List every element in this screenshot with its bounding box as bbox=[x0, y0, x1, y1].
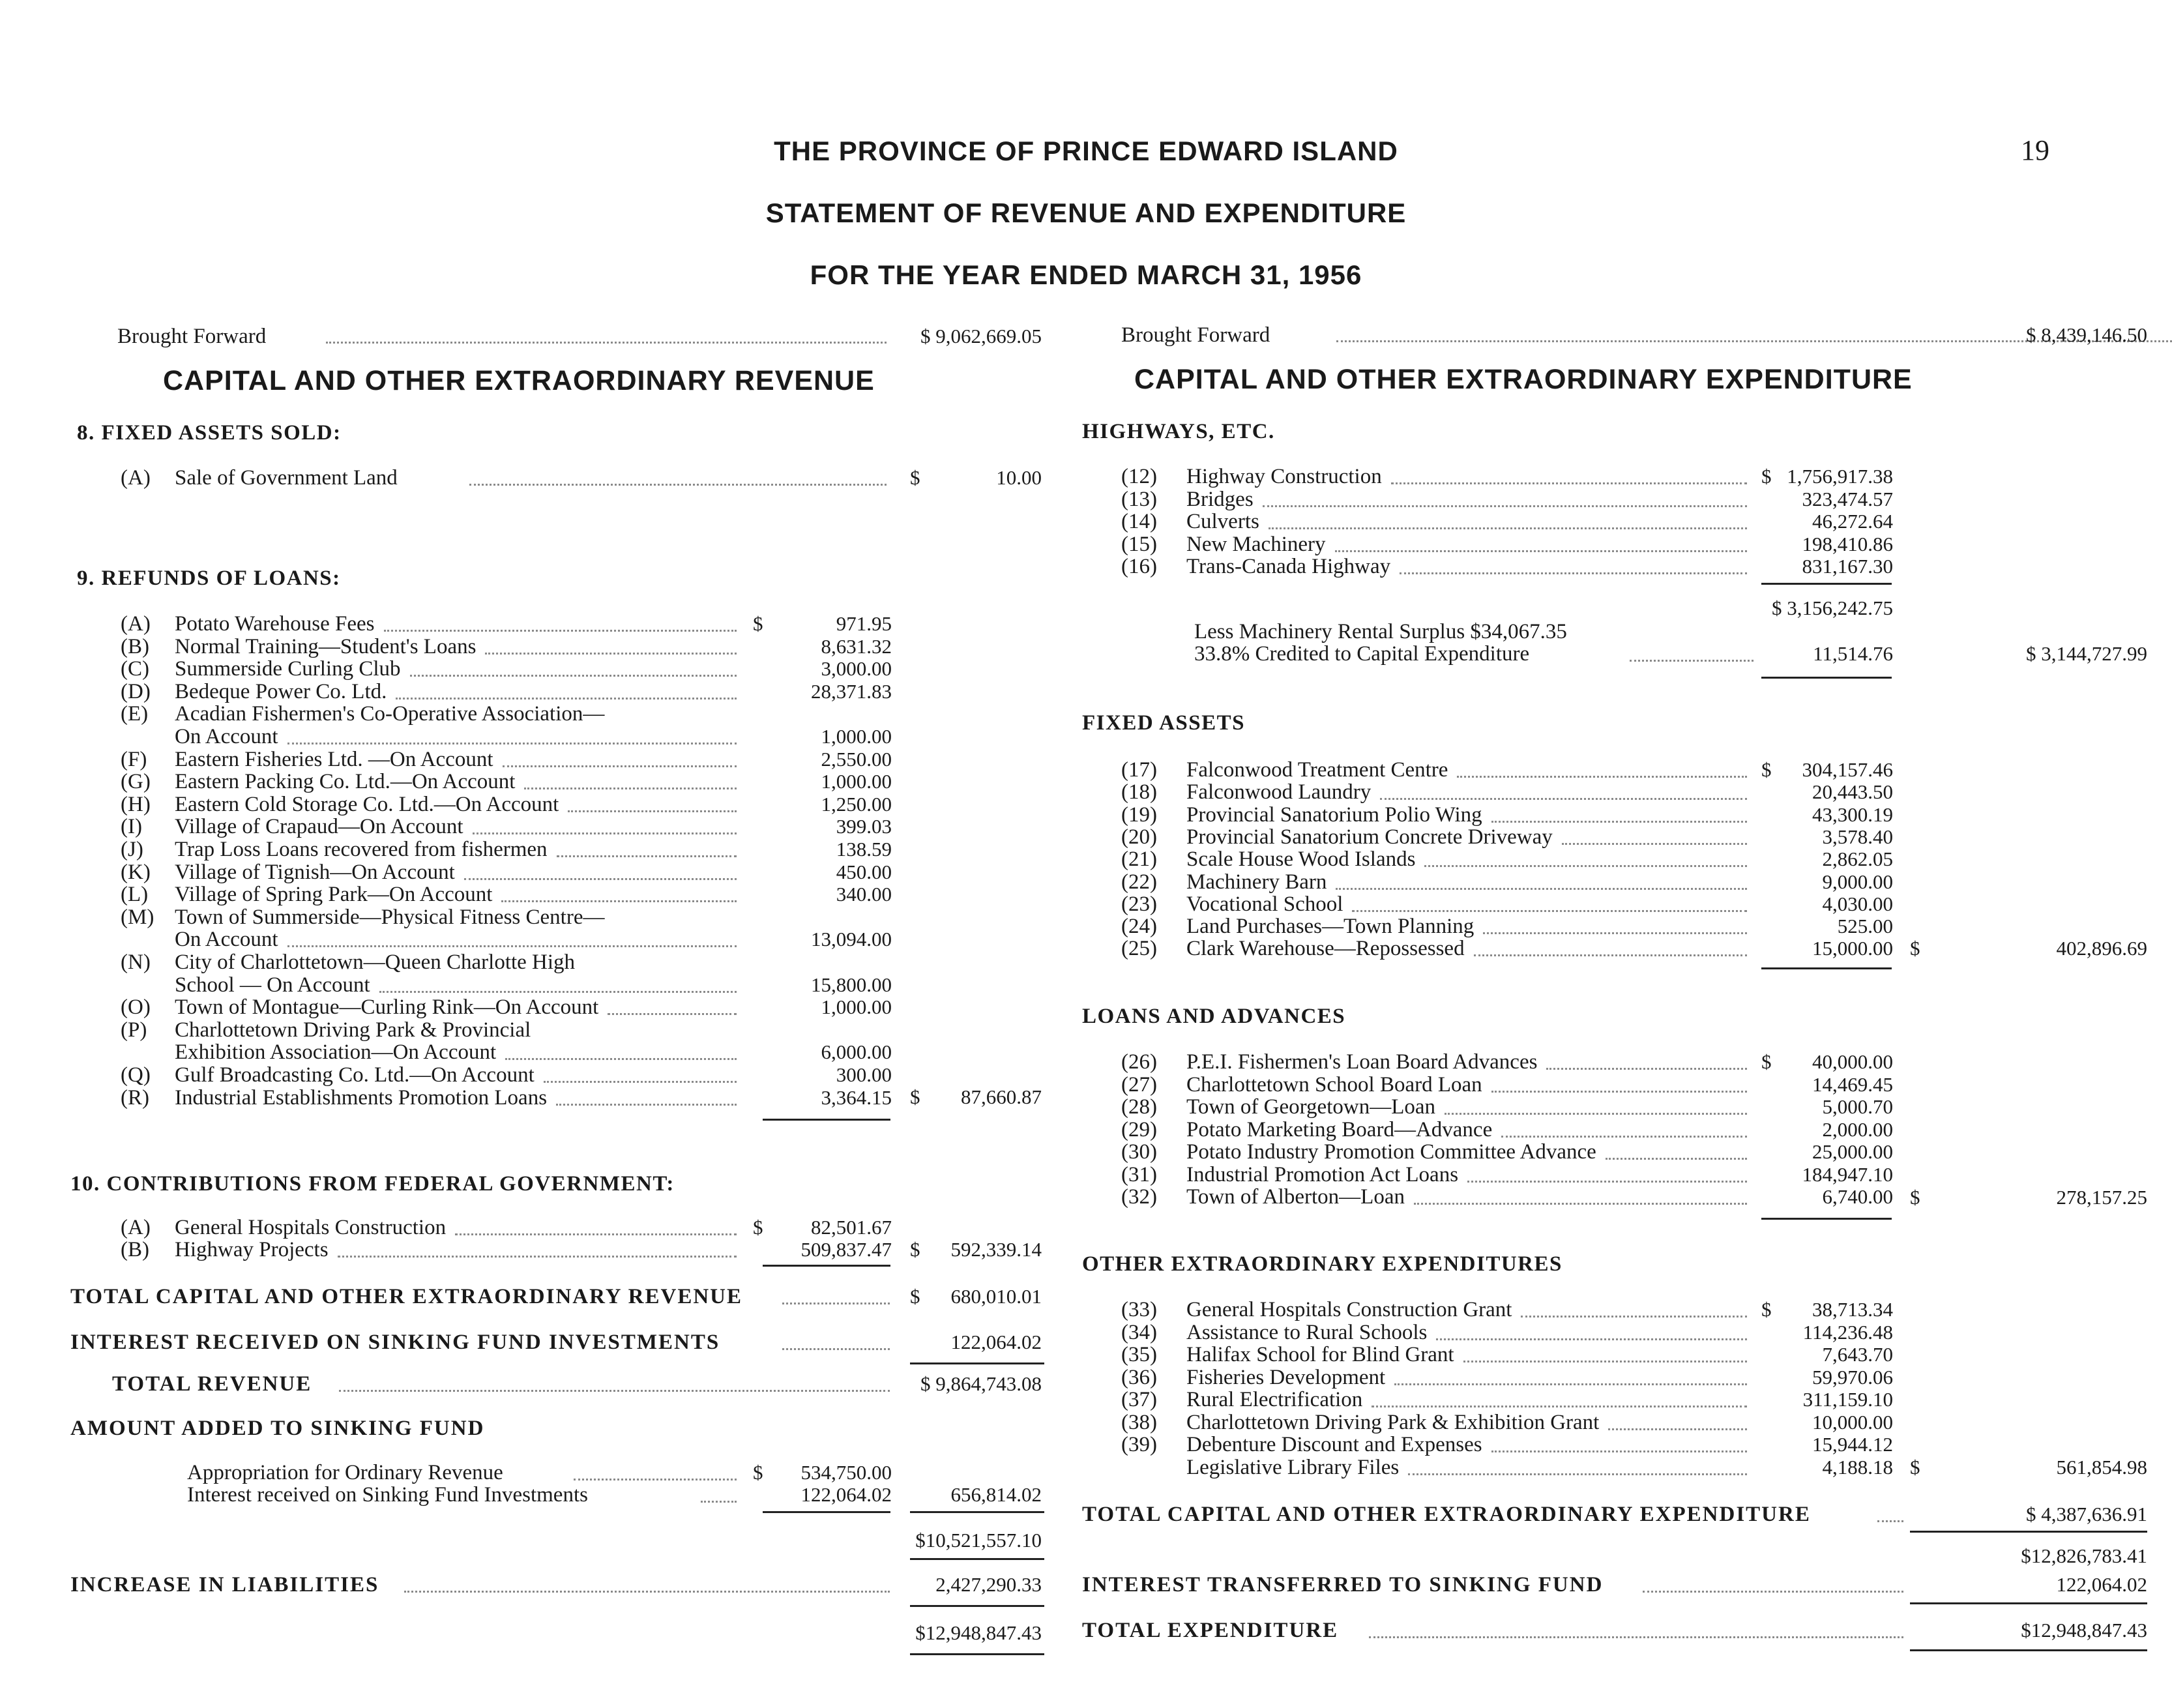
year-title: FOR THE YEAR ENDED MARCH 31, 1956 bbox=[810, 259, 1362, 290]
item-amount: 82,501.67 bbox=[811, 1216, 892, 1239]
item-code: (J) bbox=[121, 838, 143, 861]
item-amount: 9,000.00 bbox=[1822, 870, 1893, 893]
item-label: Legislative Library Files bbox=[1186, 1455, 1400, 1479]
leader bbox=[557, 855, 737, 857]
leader bbox=[568, 810, 737, 812]
item-code: (M) bbox=[121, 905, 154, 929]
leader bbox=[379, 991, 737, 993]
leader bbox=[1606, 1158, 1747, 1160]
leader bbox=[1394, 1383, 1747, 1385]
item-code: (28) bbox=[1121, 1095, 1157, 1119]
item-label: On Account bbox=[175, 928, 278, 952]
leader bbox=[501, 900, 737, 902]
leader bbox=[1501, 1136, 1747, 1138]
item-amount: 3,364.15 bbox=[821, 1085, 892, 1109]
item-code: (38) bbox=[1121, 1410, 1157, 1434]
leader bbox=[410, 675, 737, 677]
item-label: Culverts bbox=[1186, 510, 1259, 533]
item-code: (20) bbox=[1121, 825, 1157, 849]
item-amount: 7,643.70 bbox=[1822, 1343, 1893, 1366]
total-capital-revenue-amount: 680,010.01 bbox=[950, 1285, 1042, 1308]
leader bbox=[524, 788, 737, 789]
leader bbox=[1369, 1636, 1903, 1638]
leader bbox=[1400, 572, 1747, 574]
leader bbox=[1491, 1450, 1747, 1452]
item-amount: 10,000.00 bbox=[1812, 1410, 1893, 1434]
item-amount: 3,578.40 bbox=[1822, 825, 1893, 848]
item-amount: 198,410.86 bbox=[1802, 532, 1893, 555]
item-code: (R) bbox=[121, 1085, 149, 1110]
item-amount: 340.00 bbox=[836, 883, 892, 906]
leader bbox=[1269, 527, 1747, 529]
item-label: Summerside Curling Club bbox=[175, 657, 401, 681]
loans-total: 278,157.25 bbox=[2056, 1186, 2147, 1209]
item-code: (35) bbox=[1121, 1343, 1157, 1366]
expenditure-section-title: CAPITAL AND OTHER EXTRAORDINARY EXPENDITURE bbox=[1134, 364, 1913, 395]
item-code: (B) bbox=[121, 1238, 149, 1261]
item-label: Town of Summerside—Physical Fitness Centre— bbox=[175, 905, 605, 929]
appropriation-amount: 534,750.00 bbox=[800, 1461, 892, 1484]
total-capital-expenditure-label: TOTAL CAPITAL AND OTHER EXTRAORDINARY EXPENDITURE bbox=[1082, 1503, 1811, 1526]
item-label: Normal Training—Student's Loans bbox=[175, 634, 477, 658]
leader bbox=[1391, 482, 1747, 484]
leader bbox=[1463, 1361, 1747, 1362]
item-amount: 13,094.00 bbox=[811, 928, 892, 951]
item-code: (13) bbox=[1121, 487, 1157, 511]
dollar-sign: $ bbox=[910, 1085, 920, 1108]
total-revenue-label: TOTAL REVENUE bbox=[112, 1372, 312, 1396]
item-label: Charlottetown School Board Loan bbox=[1186, 1072, 1482, 1097]
dollar-sign: $ bbox=[1910, 1186, 1920, 1209]
item-amount: 2,000.00 bbox=[1822, 1117, 1893, 1141]
item-label: Highway Construction bbox=[1186, 465, 1382, 488]
federal-contributions-heading: 10. CONTRIBUTIONS FROM FEDERAL GOVERNMENT: bbox=[70, 1172, 675, 1196]
rule bbox=[910, 1362, 1044, 1364]
item-label: Eastern Fisheries Ltd. —On Account bbox=[175, 747, 493, 771]
other-expenditures-heading: OTHER EXTRAORDINARY EXPENDITURES bbox=[1082, 1252, 1563, 1276]
item-amount: 138.59 bbox=[836, 838, 892, 861]
expenditure-subtotal: $12,826,783.41 bbox=[2021, 1544, 2147, 1567]
item-amount: 10.00 bbox=[996, 466, 1042, 489]
item-label: General Hospitals Construction bbox=[175, 1216, 447, 1239]
rule bbox=[910, 1558, 1044, 1560]
item-amount: 14,469.45 bbox=[1812, 1072, 1893, 1096]
rule bbox=[910, 1511, 1044, 1513]
item-label: Provincial Sanatorium Polio Wing bbox=[1186, 802, 1482, 827]
item-code: (37) bbox=[1121, 1388, 1157, 1411]
total-expenditure-label: TOTAL EXPENDITURE bbox=[1082, 1619, 1339, 1642]
leader bbox=[338, 1256, 737, 1258]
item-amount: 300.00 bbox=[836, 1063, 892, 1086]
item-amount: 184,947.10 bbox=[1802, 1162, 1893, 1186]
rule bbox=[1761, 583, 1892, 585]
leader bbox=[544, 1081, 737, 1083]
leader bbox=[455, 1233, 737, 1235]
item-label: Falconwood Laundry bbox=[1186, 780, 1372, 804]
item-code: (17) bbox=[1121, 758, 1157, 782]
item-label: City of Charlottetown—Queen Charlotte High bbox=[175, 950, 576, 974]
item-code: (Q) bbox=[121, 1063, 151, 1087]
interest-transferred-label: INTEREST TRANSFERRED TO SINKING FUND bbox=[1082, 1573, 1604, 1597]
item-amount: 43,300.19 bbox=[1812, 802, 1893, 826]
leader bbox=[1491, 821, 1747, 823]
item-amount: 323,474.57 bbox=[1802, 487, 1893, 510]
leader bbox=[473, 832, 737, 834]
item-code: (16) bbox=[1121, 555, 1157, 578]
rule bbox=[1761, 677, 1892, 679]
item-label: Town of Alberton—Loan bbox=[1186, 1185, 1405, 1209]
item-code: (26) bbox=[1121, 1050, 1157, 1074]
item-code: (O) bbox=[121, 995, 151, 1020]
item-amount: 525.00 bbox=[1837, 915, 1893, 938]
item-label: Town of Georgetown—Loan bbox=[1186, 1095, 1435, 1119]
dollar-sign: $ bbox=[910, 1238, 920, 1261]
leader bbox=[396, 698, 737, 699]
item-label: Falconwood Treatment Centre bbox=[1186, 758, 1448, 782]
item-code: (C) bbox=[121, 657, 149, 681]
rental-surplus-line: Less Machinery Rental Surplus $34,067.35 bbox=[1194, 620, 1567, 643]
brought-forward-label: Brought Forward bbox=[1121, 323, 1270, 347]
rule bbox=[1761, 1218, 1892, 1220]
item-label: Bridges bbox=[1186, 487, 1254, 511]
revenue-grand-total: $12,948,847.43 bbox=[915, 1621, 1042, 1644]
item-label: Potato Industry Promotion Committee Advance bbox=[1186, 1140, 1596, 1164]
leader bbox=[1630, 660, 1754, 662]
item-amount: 1,000.00 bbox=[821, 770, 892, 793]
rule bbox=[763, 1119, 890, 1121]
leader bbox=[339, 1390, 890, 1392]
item-amount: 15,800.00 bbox=[811, 973, 892, 996]
item-code: (29) bbox=[1121, 1117, 1157, 1141]
item-amount: 40,000.00 bbox=[1812, 1050, 1893, 1073]
leader bbox=[1877, 1520, 1903, 1522]
leader bbox=[326, 342, 887, 344]
leader bbox=[574, 1479, 737, 1480]
rule bbox=[1910, 1531, 2147, 1533]
total-expenditure-amount: $12,948,847.43 bbox=[2021, 1619, 2147, 1642]
item-label: Rural Electrification bbox=[1186, 1388, 1363, 1411]
leader bbox=[608, 1013, 737, 1015]
item-code: (30) bbox=[1121, 1140, 1157, 1164]
total-capital-revenue-label: TOTAL CAPITAL AND OTHER EXTRAORDINARY REVENUE bbox=[70, 1285, 743, 1308]
leader bbox=[1546, 1068, 1747, 1070]
item-label: On Account bbox=[175, 725, 278, 748]
item-label: Sale of Government Land bbox=[175, 466, 398, 490]
item-code: (18) bbox=[1121, 780, 1157, 804]
province-title: THE PROVINCE OF PRINCE EDWARD ISLAND bbox=[774, 136, 1398, 166]
item-label: Fisheries Development bbox=[1186, 1365, 1386, 1389]
item-code: (19) bbox=[1121, 802, 1157, 827]
leader bbox=[1436, 1338, 1747, 1340]
leader bbox=[782, 1348, 890, 1350]
highways-subtotal: $ 3,156,242.75 bbox=[1772, 596, 1893, 619]
item-label: Scale House Wood Islands bbox=[1186, 847, 1416, 872]
total-capital-expenditure-amount: $ 4,387,636.91 bbox=[2026, 1503, 2147, 1525]
brought-forward-amount: $ 8,439,146.50 bbox=[2026, 323, 2147, 346]
item-code: (E) bbox=[121, 702, 149, 726]
item-label: Trap Loss Loans recovered from fishermen bbox=[175, 838, 548, 861]
leader bbox=[1467, 1181, 1747, 1183]
dollar-sign: $ bbox=[1761, 465, 1772, 488]
leader bbox=[1424, 865, 1747, 867]
leader bbox=[1335, 550, 1747, 552]
sinking-fund-label: AMOUNT ADDED TO SINKING FUND bbox=[70, 1417, 485, 1440]
leader bbox=[485, 653, 737, 655]
item-label: Halifax School for Blind Grant bbox=[1186, 1343, 1454, 1366]
highways-total: $ 3,144,727.99 bbox=[2026, 642, 2147, 665]
item-code: (32) bbox=[1121, 1185, 1157, 1209]
item-label: Bedeque Power Co. Ltd. bbox=[175, 679, 387, 703]
leader bbox=[1491, 1091, 1747, 1093]
leader bbox=[505, 1058, 737, 1060]
item-amount: 5,000.70 bbox=[1822, 1095, 1893, 1118]
item-label: School — On Account bbox=[175, 973, 370, 997]
item-code: (I) bbox=[121, 815, 142, 839]
item-amount: 15,000.00 bbox=[1812, 937, 1893, 960]
item-amount: 2,550.00 bbox=[821, 747, 892, 771]
item-label: Debenture Discount and Expenses bbox=[1186, 1433, 1482, 1456]
item-label: Provincial Sanatorium Concrete Driveway bbox=[1186, 825, 1553, 849]
brought-forward-label: Brought Forward bbox=[117, 325, 267, 348]
item-code: (A) bbox=[121, 1216, 151, 1239]
item-amount: 1,000.00 bbox=[821, 725, 892, 748]
item-code: (21) bbox=[1121, 847, 1157, 872]
item-label: Clark Warehouse—Repossessed bbox=[1186, 937, 1465, 961]
item-code: (H) bbox=[121, 792, 151, 816]
liabilities-label: INCREASE IN LIABILITIES bbox=[70, 1573, 379, 1597]
revenue-section-title: CAPITAL AND OTHER EXTRAORDINARY REVENUE bbox=[163, 365, 875, 396]
item-code: (14) bbox=[1121, 510, 1157, 533]
leader bbox=[1380, 798, 1747, 800]
rule bbox=[1910, 1649, 2147, 1651]
leader bbox=[701, 1501, 737, 1503]
dollar-sign: $ bbox=[1910, 937, 1920, 960]
rule bbox=[763, 1265, 890, 1267]
item-label: Eastern Cold Storage Co. Ltd.—On Account bbox=[175, 792, 559, 816]
leader bbox=[287, 945, 737, 947]
leader bbox=[1608, 1428, 1747, 1430]
item-code: (24) bbox=[1121, 915, 1157, 939]
item-code: (34) bbox=[1121, 1320, 1157, 1344]
item-amount: 38,713.34 bbox=[1812, 1298, 1893, 1321]
item-amount: 4,030.00 bbox=[1822, 892, 1893, 915]
item-label: Industrial Establishments Promotion Loans bbox=[175, 1085, 548, 1110]
item-amount: 1,000.00 bbox=[821, 995, 892, 1019]
item-label: Gulf Broadcasting Co. Ltd.—On Account bbox=[175, 1063, 535, 1087]
leader bbox=[1352, 910, 1747, 912]
item-code: (23) bbox=[1121, 892, 1157, 916]
item-code: (12) bbox=[1121, 465, 1157, 488]
item-amount: 1,250.00 bbox=[821, 792, 892, 816]
item-label: Charlottetown Driving Park & Provincial bbox=[175, 1018, 531, 1042]
fixed-assets-sold-heading: 8. FIXED ASSETS SOLD: bbox=[77, 421, 342, 445]
page-number: 19 bbox=[2021, 134, 2049, 166]
item-label: Potato Warehouse Fees bbox=[175, 612, 375, 636]
item-label: Highway Projects bbox=[175, 1238, 329, 1261]
item-amount: 6,740.00 bbox=[1822, 1185, 1893, 1208]
rule bbox=[910, 1605, 1044, 1607]
item-amount: 1,756,917.38 bbox=[1787, 465, 1893, 488]
item-amount: 15,944.12 bbox=[1812, 1433, 1893, 1456]
item-label: New Machinery bbox=[1186, 532, 1326, 556]
item-code: (G) bbox=[121, 770, 151, 794]
total-revenue-amount: $ 9,864,743.08 bbox=[920, 1372, 1042, 1395]
leader bbox=[782, 1303, 890, 1304]
interest-received-label: INTEREST RECEIVED ON SINKING FUND INVESTMENTS bbox=[70, 1331, 720, 1354]
dollar-sign: $ bbox=[753, 1216, 763, 1239]
item-amount: 46,272.64 bbox=[1812, 510, 1893, 533]
leader bbox=[464, 878, 737, 880]
item-code: (22) bbox=[1121, 870, 1157, 894]
credited-line: 33.8% Credited to Capital Expenditure bbox=[1194, 642, 1530, 666]
dollar-sign: $ bbox=[1761, 1298, 1772, 1321]
statement-title: STATEMENT OF REVENUE AND EXPENDITURE bbox=[765, 198, 1407, 228]
item-code: (K) bbox=[121, 860, 151, 884]
leader bbox=[1474, 954, 1747, 956]
item-label: Charlottetown Driving Park & Exhibition Grant bbox=[1186, 1410, 1600, 1434]
fixed-assets-heading: FIXED ASSETS bbox=[1082, 711, 1246, 735]
item-amount: 399.03 bbox=[836, 815, 892, 838]
item-label: Industrial Promotion Act Loans bbox=[1186, 1162, 1459, 1186]
loans-heading: LOANS AND ADVANCES bbox=[1082, 1005, 1346, 1028]
item-label: Land Purchases—Town Planning bbox=[1186, 915, 1475, 939]
item-code: (31) bbox=[1121, 1162, 1157, 1186]
revenue-subtotal: $10,521,557.10 bbox=[915, 1529, 1042, 1552]
leader bbox=[469, 484, 887, 486]
item-code: (A) bbox=[121, 612, 151, 636]
leader bbox=[404, 1591, 890, 1593]
leader bbox=[287, 743, 737, 744]
item-label: Exhibition Association—On Account bbox=[175, 1040, 497, 1065]
interest-sinking-amount: 122,064.02 bbox=[800, 1483, 892, 1506]
other-total: 561,854.98 bbox=[2056, 1456, 2147, 1479]
dollar-sign: $ bbox=[910, 466, 920, 489]
item-amount: 450.00 bbox=[836, 860, 892, 883]
item-code: (F) bbox=[121, 747, 147, 771]
rule bbox=[1761, 967, 1892, 969]
item-amount: 8,631.32 bbox=[821, 634, 892, 658]
item-amount: 3,000.00 bbox=[821, 657, 892, 681]
item-label: Acadian Fishermen's Co-Operative Association— bbox=[175, 702, 605, 726]
dollar-sign: $ bbox=[753, 612, 763, 635]
item-label: Trans-Canada Highway bbox=[1186, 555, 1391, 578]
rule bbox=[910, 1653, 1044, 1655]
dollar-sign: $ bbox=[1761, 758, 1772, 781]
item-label: Village of Crapaud—On Account bbox=[175, 815, 463, 839]
leader bbox=[1336, 888, 1747, 890]
interest-received-amount: 122,064.02 bbox=[950, 1331, 1042, 1353]
federal-total: 592,339.14 bbox=[950, 1238, 1042, 1261]
item-amount: 6,000.00 bbox=[821, 1040, 892, 1064]
item-amount: 25,000.00 bbox=[1812, 1140, 1893, 1163]
leader bbox=[556, 1104, 737, 1106]
item-amount: 831,167.30 bbox=[1802, 555, 1893, 578]
item-code: (15) bbox=[1121, 532, 1157, 556]
item-label: Village of Tignish—On Account bbox=[175, 860, 455, 884]
leader bbox=[384, 630, 737, 632]
item-amount: 28,371.83 bbox=[811, 679, 892, 703]
fixed-assets-total: 402,896.69 bbox=[2056, 937, 2147, 960]
leader bbox=[1457, 776, 1747, 778]
item-label: Eastern Packing Co. Ltd.—On Account bbox=[175, 770, 516, 794]
item-amount: 20,443.50 bbox=[1812, 780, 1893, 804]
brought-forward-amount: $ 9,062,669.05 bbox=[920, 325, 1042, 347]
item-label: Machinery Barn bbox=[1186, 870, 1327, 894]
item-code: (27) bbox=[1121, 1072, 1157, 1097]
item-amount: 114,236.48 bbox=[1802, 1320, 1893, 1344]
item-amount: 2,862.05 bbox=[1822, 847, 1893, 871]
item-code: (B) bbox=[121, 634, 149, 658]
leader bbox=[1414, 1203, 1747, 1205]
leader bbox=[1562, 843, 1747, 845]
item-code: (33) bbox=[1121, 1298, 1157, 1321]
item-code: (39) bbox=[1121, 1433, 1157, 1456]
item-amount: 311,159.10 bbox=[1802, 1388, 1893, 1411]
item-amount: 59,970.06 bbox=[1812, 1365, 1893, 1389]
leader bbox=[1408, 1473, 1747, 1475]
leader bbox=[503, 765, 737, 767]
liabilities-amount: 2,427,290.33 bbox=[935, 1573, 1042, 1596]
item-amount: 509,837.47 bbox=[800, 1238, 892, 1261]
interest-sinking-label: Interest received on Sinking Fund Investments bbox=[187, 1483, 588, 1507]
item-label: Town of Montague—Curling Rink—On Account bbox=[175, 995, 599, 1020]
item-code: (L) bbox=[121, 883, 149, 907]
leader bbox=[1483, 932, 1747, 934]
leader bbox=[1263, 505, 1747, 507]
dollar-sign: $ bbox=[753, 1461, 763, 1484]
leader bbox=[1445, 1113, 1747, 1115]
rule bbox=[763, 1511, 890, 1513]
leader bbox=[1521, 1316, 1747, 1318]
item-label: Assistance to Rural Schools bbox=[1186, 1320, 1428, 1344]
item-code: (A) bbox=[121, 466, 151, 490]
item-code: (36) bbox=[1121, 1365, 1157, 1389]
refunds-total: 87,660.87 bbox=[961, 1085, 1042, 1108]
rule bbox=[1910, 1602, 2147, 1604]
leader bbox=[1643, 1591, 1903, 1593]
item-code: (D) bbox=[121, 679, 151, 703]
highways-heading: HIGHWAYS, ETC. bbox=[1082, 420, 1275, 443]
interest-transferred-amount: 122,064.02 bbox=[2056, 1573, 2147, 1596]
item-label: Village of Spring Park—On Account bbox=[175, 883, 493, 907]
item-code: (P) bbox=[121, 1018, 147, 1042]
item-label: General Hospitals Construction Grant bbox=[1186, 1298, 1512, 1321]
sinking-total: 656,814.02 bbox=[950, 1483, 1042, 1506]
item-label: Vocational School bbox=[1186, 892, 1343, 916]
item-code: (25) bbox=[1121, 937, 1157, 961]
refunds-of-loans-heading: 9. REFUNDS OF LOANS: bbox=[77, 567, 341, 590]
item-label: Potato Marketing Board—Advance bbox=[1186, 1117, 1493, 1141]
dollar-sign: $ bbox=[910, 1285, 920, 1308]
dollar-sign: $ bbox=[1761, 1050, 1772, 1073]
item-amount: 971.95 bbox=[836, 612, 892, 635]
dollar-sign: $ bbox=[1910, 1456, 1920, 1479]
item-amount: 304,157.46 bbox=[1802, 758, 1893, 781]
item-amount: 4,188.18 bbox=[1822, 1455, 1893, 1479]
appropriation-label: Appropriation for Ordinary Revenue bbox=[187, 1461, 503, 1484]
item-code: (N) bbox=[121, 950, 151, 974]
item-label: P.E.I. Fishermen's Loan Board Advances bbox=[1186, 1050, 1538, 1074]
leader bbox=[1372, 1406, 1747, 1407]
credited-amount: 11,514.76 bbox=[1813, 642, 1893, 665]
